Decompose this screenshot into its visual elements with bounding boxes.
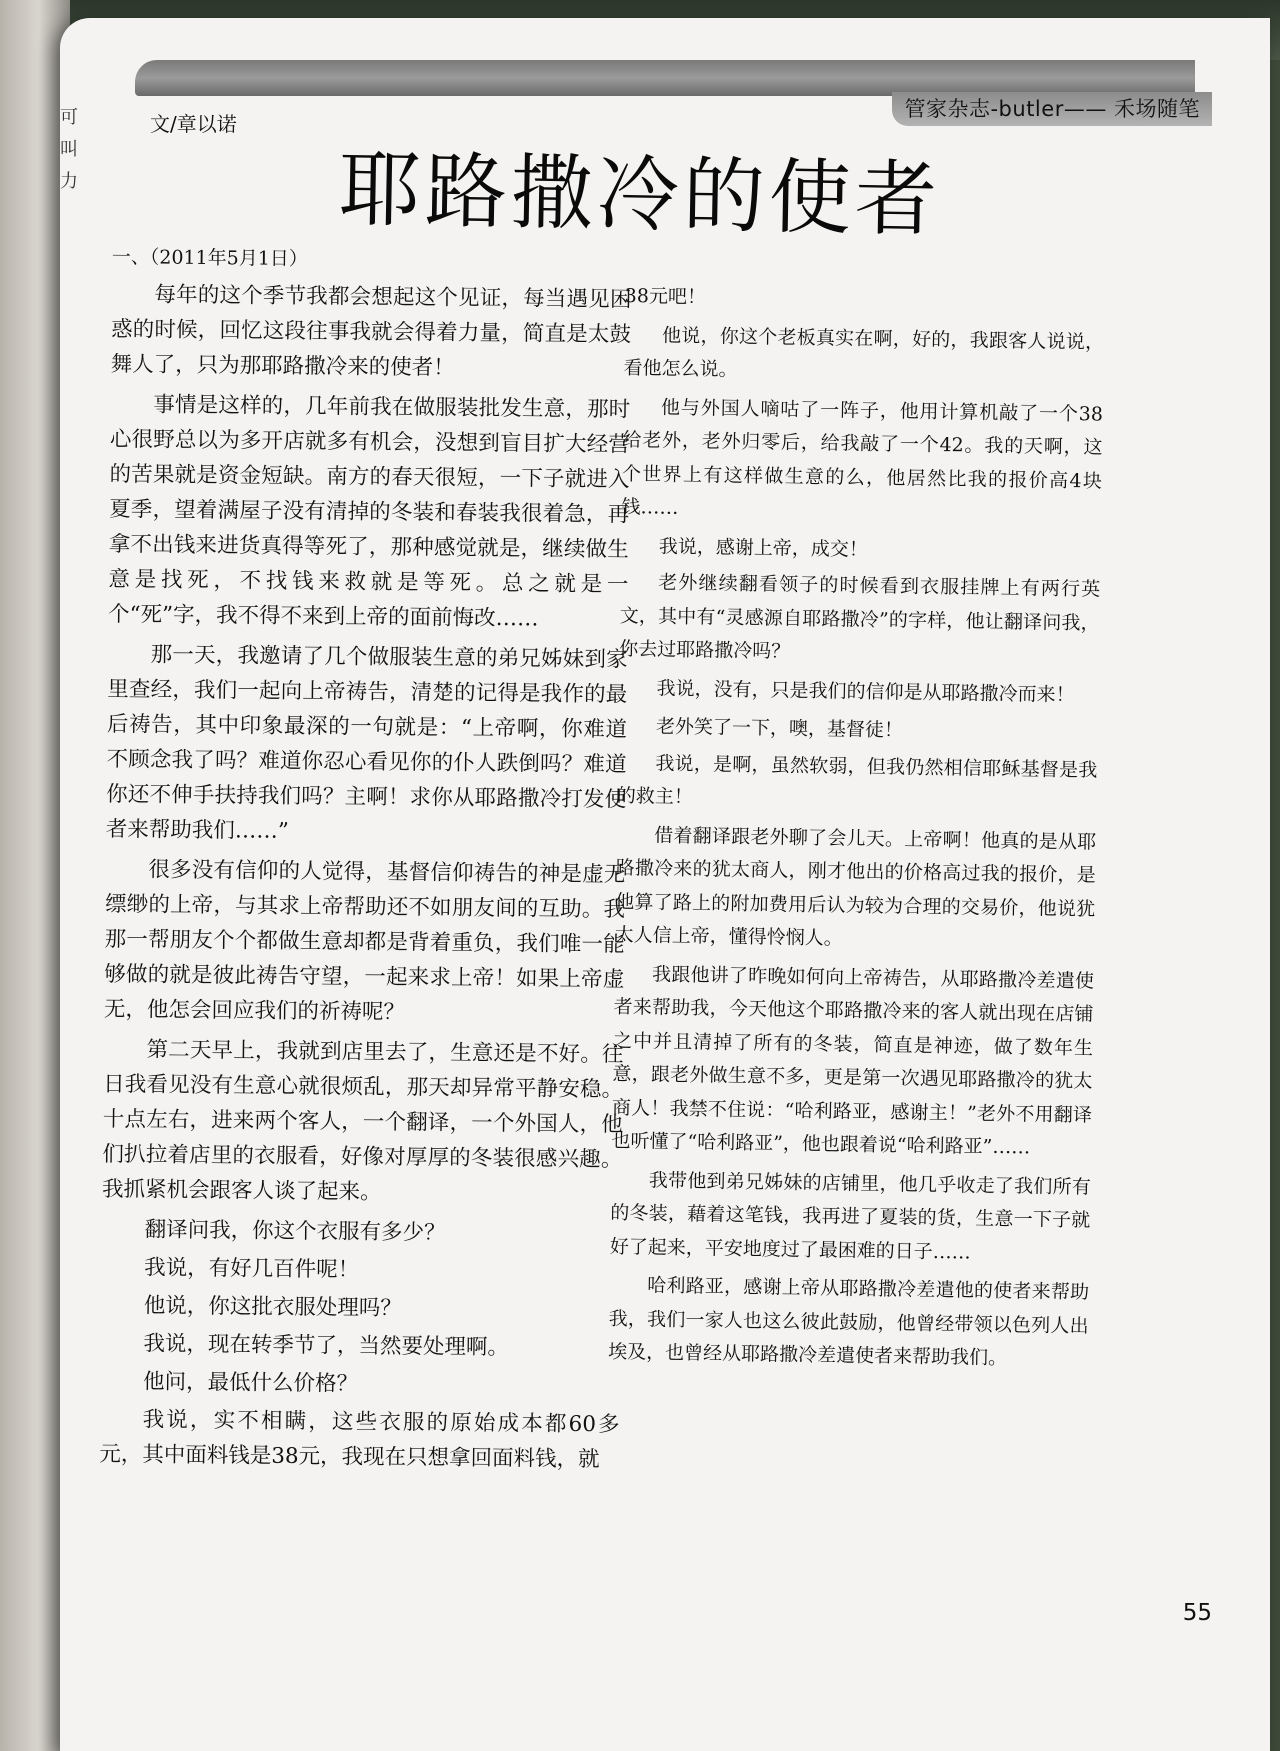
paragraph: 第二天早上，我就到店里去了，生意还是不好。往日我看见没有生意心就很烦乱，那天却异常平静安稳。十点左右，进来两个客人，一个翻译，一个外国人，他们扒拉着店里的衣服看，好像对厚厚的冬装很感兴趣。我抓紧机会跟客人谈了起来。	[101, 1037, 624, 1205]
dialogue-line: 我说，现在转季节了，当然要处理啊。	[143, 1331, 510, 1361]
header-bar	[135, 60, 1195, 96]
left-column	[99, 240, 632, 1482]
paragraph: 他与外国人嘀咕了一阵子，他用计算机敲了一个38给老外，老外归零后，给我敲了一个42。我的天啊，这个世界上有这样做生意的么，他居然比我的报价高4块钱……	[621, 396, 1104, 519]
previous-page-fragment: 可 叫 力	[60, 107, 78, 192]
dialogue-line: 翻译问我，你这个衣服有多少？	[144, 1217, 446, 1246]
paragraph: 哈利路亚，感谢上帝从耶路撒冷差遣他的使者来帮助我，我们一家人也这么彼此鼓励，他曾经带领以色列人出埃及，也曾经从耶路撒冷差遣使者来帮助我们。	[607, 1274, 1090, 1370]
article-title: 耶路撒冷的使者	[338, 142, 942, 249]
section-heading: 一、（2011年5月1日）	[111, 245, 308, 271]
paragraph: 每年的这个季节我都会想起这个见证，每当遇见困惑的时候，回忆这段往事我就会得着力量，简直是太鼓舞人了，只为那耶路撒冷来的使者！	[110, 282, 632, 381]
dialogue-line: 老外笑了一下，噢，基督徒！	[655, 715, 904, 742]
paragraph: 借着翻译跟老外聊了会儿天。上帝啊！他真的是从耶路撒冷来的犹太商人，刚才他出的价格高过我的报价，是他算了路上的附加费用后认为较为合理的交易价，他说犹太人信上帝，懂得怜悯人。	[614, 824, 1097, 950]
dialogue-line: 我说，感谢上帝，成交！	[658, 535, 868, 561]
section-tag: 管家杂志-butler—— 禾场随笔	[892, 92, 1212, 126]
paragraph: 他说，你这个老板真实在啊，好的，我跟客人说说，看他怎么说。	[623, 324, 1105, 381]
paragraph: 事情是这样的，几年前我在做服装批发生意，那时心很野总以为多开店就多有机会，没想到盲目扩大经营的苦果就是资金短缺。南方的春天很短，一下子就进入夏季，望着满屋子没有清掉的冬装和春装我很着急，再拿不出钱来进货真得等死了，那种感觉就是，继续做生意是找死，不找钱来救就是等死。总之就是一个“死”字，我不得不来到上帝的面前悔改……	[107, 392, 631, 632]
dialogue-line: 我说，有好几百件呢！	[144, 1255, 360, 1283]
paragraph: 我说，没有，只是我们的信仰是从耶路撒冷而来！	[656, 677, 1075, 706]
magazine-page	[60, 18, 1270, 1751]
author-byline: 文/章以诺	[150, 112, 237, 136]
dialogue-line: 他问，最低什么价格？	[142, 1369, 359, 1397]
paragraph: 老外继续翻看领子的时候看到衣服挂牌上有两行英文，其中有“灵感源自耶路撒冷”的字样，他让翻译问我，你去过耶路撒冷吗？	[619, 571, 1101, 663]
dialogue-line: 他说，你这批衣服处理吗？	[143, 1293, 402, 1322]
paragraph: 我跟他讲了昨晚如何向上帝祷告，从耶路撒冷差遣使者来帮助我，今天他这个耶路撒冷来的客人就出现在店铺之中并且清掉了所有的冬装，简直是神迹，做了数年生意，跟老外做生意不多，更是第一次遇见耶路撒冷的犹太商人！我禁不住说：“哈利路亚，感谢主！”老外不用翻译也听懂了“哈利路亚”，他也跟着说“哈利路亚”……	[611, 963, 1095, 1159]
page-number: 55	[1182, 1600, 1212, 1626]
paragraph-continuation: 38元吧！	[624, 284, 707, 309]
paragraph: 我说，是啊，虽然软弱，但我仍然相信耶稣基督是我的救主！	[616, 752, 1098, 809]
paragraph: 我说，实不相瞒，这些衣服的原始成本都60多元，其中面料钱是38元，我现在只想拿回面料钱，就	[99, 1407, 620, 1473]
paragraph: 那一天，我邀请了几个做服装生意的弟兄姊妹到家里查经，我们一起向上帝祷告，清楚的记得是我作的最后祷告，其中印象最深的一句就是：“上帝啊，你难道不顾念我了吗？难道你忍心看见你的仆人跌倒吗？难道你还不伸手扶持我们吗？主啊！求你从耶路撒冷打发使者来帮助我们……”	[105, 642, 628, 844]
right-column	[608, 280, 1105, 1382]
paragraph: 很多没有信仰的人觉得，基督信仰祷告的神是虚无缥缈的上帝，与其求上帝帮助还不如朋友间的互助。我那一帮朋友个个都做生意却都是背着重负，我们唯一能够做的就是彼此祷告守望，一起来求上帝！如果上帝虚无，他怎会回应我们的祈祷呢？	[103, 857, 626, 1026]
paragraph: 我带他到弟兄姊妹的店铺里，他几乎收走了我们所有的冬装，藉着这笔钱，我再进了夏装的货，生意一下子就好了起来，平安地度过了最困难的日子……	[609, 1168, 1091, 1264]
